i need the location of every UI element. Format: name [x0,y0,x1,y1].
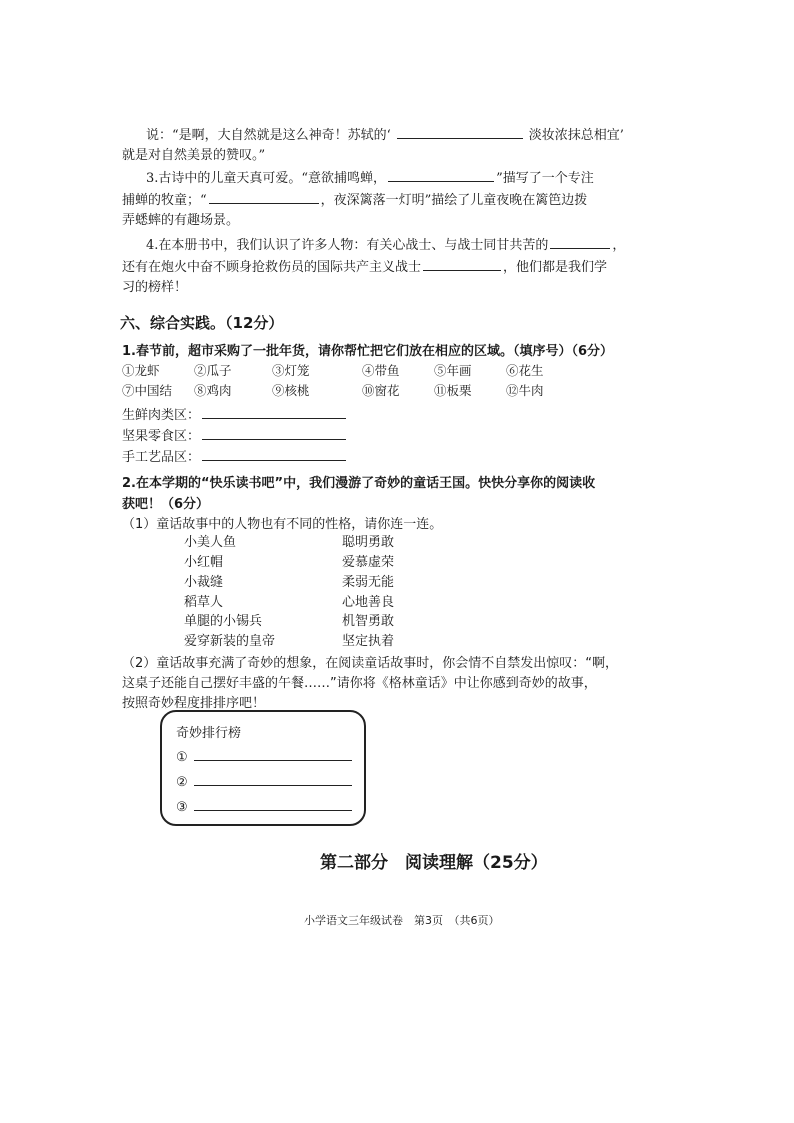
page-footer: 小学语文三年级试卷 第3页 （共6页） [304,914,500,927]
ranking-title: 奇妙排行榜 [176,726,242,741]
trait-item[interactable]: 柔弱无能 [342,575,395,590]
ranking-row [176,796,352,815]
sub-question-2-line2: 这桌子还能自己摆好丰盛的午餐……”请你将《格林童话》中让你感到奇妙的故事， [122,676,597,691]
fill-line [146,124,624,146]
item-option: ⑨核桃 [272,383,310,398]
ranking-row [176,771,352,790]
text: 还有在炮火中奋不顾身抢救伤员的国际共产主义战士 [122,260,422,275]
trait-item[interactable]: 坚定执着 [342,634,395,649]
ranking-box [160,710,366,826]
item-option: ④带鱼 [362,363,400,378]
item-option: ①龙虾 [122,363,160,378]
character-item[interactable]: 稻草人 [184,595,224,610]
item-option: ⑪板栗 [434,383,472,398]
answer-blank[interactable] [423,256,501,271]
question-1: 1.春节前，超市采购了一批年货，请你帮忙把它们放在相应的区域。（填序号）（6分） [122,344,614,359]
fill-line [122,278,187,298]
zone-handicrafts [122,446,346,465]
item-option: ⑤年画 [434,363,472,378]
zone-fresh-meat [122,404,346,423]
rank-number: ① [176,750,188,765]
zone-label: 生鲜肉类区： [122,408,201,423]
sub-question-2-line3: 按照奇妙程度排排序吧！ [122,696,266,711]
text: 说：“是啊，大自然就是这么神奇！苏轼的‘ [146,128,391,143]
text: 淡妆浓抹总相宜’ [528,128,624,143]
answer-blank[interactable] [209,189,319,204]
text: 习的榜样！ [122,280,188,295]
answer-blank[interactable] [388,167,494,182]
item-option: ⑥花生 [506,363,544,378]
answer-blank[interactable] [202,446,346,461]
fill-line [122,211,239,231]
section-title: 六、综合实践。（12分） [120,314,284,332]
character-item[interactable]: 小裁缝 [184,575,224,590]
fill-line [122,256,607,278]
text: ，他们都是我们学 [503,260,608,275]
text: ”描写了一个专注 [496,171,594,186]
rank-number: ② [176,775,188,790]
item-option: ⑫牛肉 [506,383,544,398]
sub-question-1: （1）童话故事中的人物也有不同的性格，请你连一连。 [122,517,443,532]
rank-number: ③ [176,800,188,815]
trait-item[interactable]: 机智勇敢 [342,614,395,629]
trait-item[interactable]: 心地善良 [342,595,395,610]
answer-blank[interactable] [194,771,352,786]
fill-line [122,189,587,211]
item-option: ③灯笼 [272,363,310,378]
character-item[interactable]: 小红帽 [184,555,224,570]
text: 3.古诗中的儿童天真可爱。“意欲捕鸣蝉， [146,171,387,186]
text: 4.在本册书中，我们认识了许多人物：有关心战士、与战士同甘共苦的 [146,238,549,253]
answer-blank[interactable] [194,746,352,761]
character-item[interactable]: 单腿的小锡兵 [184,614,263,629]
item-option: ⑦中国结 [122,383,173,398]
text: 弄蟋蟀的有趣场景。 [122,213,240,228]
item-option: ②瓜子 [194,363,232,378]
character-item[interactable]: 小美人鱼 [184,535,237,550]
part-two-title: 第二部分 阅读理解（25分） [320,853,548,873]
character-item[interactable]: 爱穿新装的皇帝 [184,634,276,649]
zone-label: 手工艺品区： [122,450,201,465]
answer-blank[interactable] [202,404,346,419]
item-option: ⑩窗花 [362,383,400,398]
fill-line [146,234,625,256]
trait-item[interactable]: 爱慕虚荣 [342,555,395,570]
fill-line [146,167,594,189]
text: 捕蝉的牧童；“ [122,193,207,208]
answer-blank[interactable] [397,124,523,139]
ranking-row [176,746,352,765]
answer-blank[interactable] [550,234,610,249]
answer-blank[interactable] [202,425,346,440]
zone-label: 坚果零食区： [122,429,201,444]
fill-line [122,146,265,166]
text: ，夜深篱落一灯明”描绘了儿童夜晚在篱笆边拨 [320,193,588,208]
text: ， [612,238,626,253]
zone-nuts-snacks [122,425,346,444]
text: 就是对自然美景的赞叹。” [122,148,266,163]
item-option: ⑧鸡肉 [194,383,232,398]
answer-blank[interactable] [194,796,352,811]
question-2-line2: 获吧！（6分） [122,497,210,512]
sub-question-2-line1: （2）童话故事充满了奇妙的想象，在阅读童话故事时，你会情不自禁发出惊叹：“啊， [122,656,619,671]
trait-item[interactable]: 聪明勇敢 [342,535,395,550]
question-2-line1: 2.在本学期的“快乐读书吧”中，我们漫游了奇妙的童话王国。快快分享你的阅读收 [122,476,596,491]
